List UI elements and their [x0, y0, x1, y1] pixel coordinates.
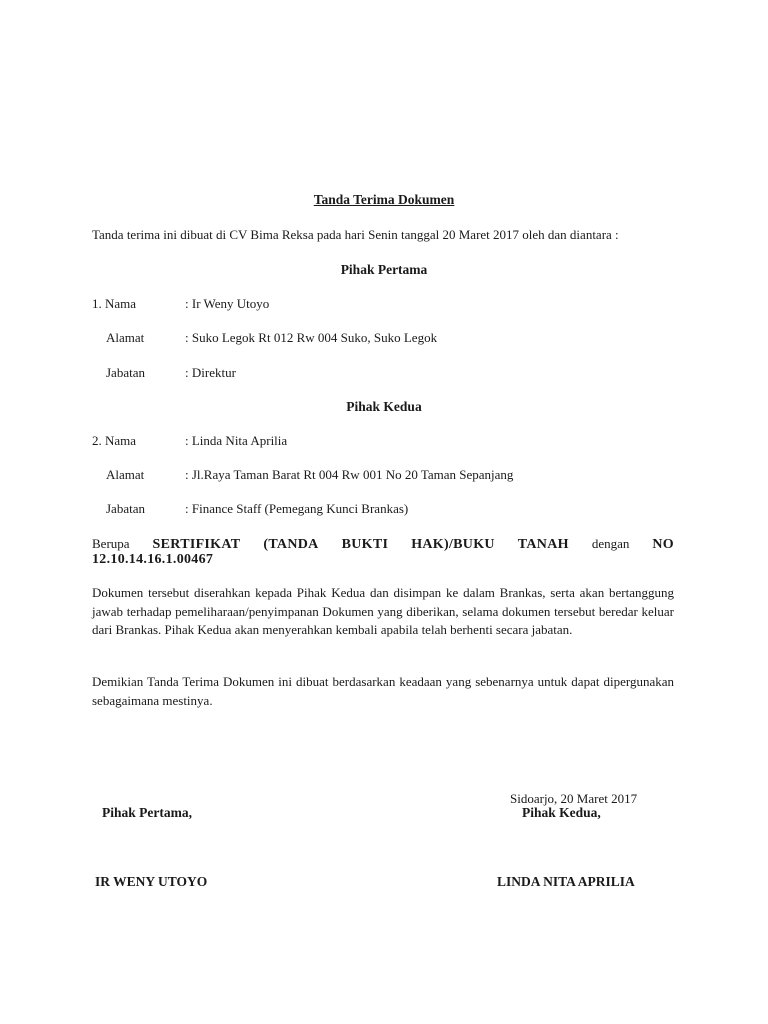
pihak-kedua-nama-value: : Linda Nita Aprilia: [185, 433, 288, 448]
pihak-kedua-alamat-label: Alamat: [106, 467, 145, 482]
signature-right-name: LINDA NITA APRILIA: [497, 874, 635, 889]
pihak-pertama-nama-value: : Ir Weny Utoyo: [185, 296, 270, 311]
pihak-pertama-heading: Pihak Pertama: [340, 262, 428, 277]
no-word: NO: [652, 537, 674, 552]
bukti-word: BUKTI: [341, 537, 389, 552]
certificate-number: 12.10.14.16.1.00467: [92, 552, 214, 567]
pihak-pertama-alamat-value: : Suko Legok Rt 012 Rw 004 Suko, Suko Legok: [185, 330, 438, 345]
pihak-pertama-alamat-label: Alamat: [106, 330, 145, 345]
pihak-kedua-nama-label: 2. Nama: [92, 433, 137, 448]
pihak-pertama-jabatan-value: : Direktur: [185, 365, 236, 380]
pihak-pertama-jabatan-label: Jabatan: [106, 365, 145, 380]
berupa-word: Berupa: [92, 536, 130, 551]
hak-buku-word: HAK)/BUKU: [411, 537, 495, 552]
pihak-kedua-jabatan-label: Jabatan: [106, 501, 145, 516]
pihak-kedua-heading: Pihak Kedua: [346, 399, 422, 414]
berupa-block: [92, 536, 674, 568]
signature-left-name: IR WENY UTOYO: [95, 874, 208, 889]
signature-left-label: Pihak Pertama,: [102, 805, 192, 820]
tanah-word: TANAH: [517, 537, 569, 552]
tanda-word: (TANDA: [263, 537, 319, 552]
sertifikat-word: SERTIFIKAT: [152, 537, 241, 552]
pihak-kedua-jabatan-value: : Finance Staff (Pemegang Kunci Brankas): [185, 501, 409, 516]
paragraph-handover: Dokumen tersebut diserahkan kepada Pihak Kedua dan disimpan ke dalam Brankas, serta akan bertanggung jawab terhadap pemeliharaan/penyimpanan Dokumen yang diberikan, selama dokumen tersebut beredar keluar dari Brankas. Pihak Kedua akan menyerahkan kembali apabila telah berhenti secara jabatan.: [92, 585, 674, 637]
document-title: Tanda Terima Dokumen: [313, 192, 455, 207]
signature-right-label: Pihak Kedua,: [522, 805, 601, 820]
intro-text: Tanda terima ini dibuat di CV Bima Reksa pada hari Senin tanggal 20 Maret 2017 oleh dan diantara :: [92, 227, 619, 242]
pihak-pertama-nama-label: 1. Nama: [92, 296, 137, 311]
berupa-line: [92, 536, 674, 553]
dengan-word: dengan: [591, 536, 630, 551]
paragraph-closing: Demikian Tanda Terima Dokumen ini dibuat berdasarkan keadaan yang sebenarnya untuk dapat dipergunakan sebagaimana mestinya.: [92, 674, 674, 708]
signature-place-date: Sidoarjo, 20 Maret 2017: [510, 791, 638, 806]
pihak-kedua-alamat-value: : Jl.Raya Taman Barat Rt 004 Rw 001 No 20 Taman Sepanjang: [185, 467, 514, 482]
